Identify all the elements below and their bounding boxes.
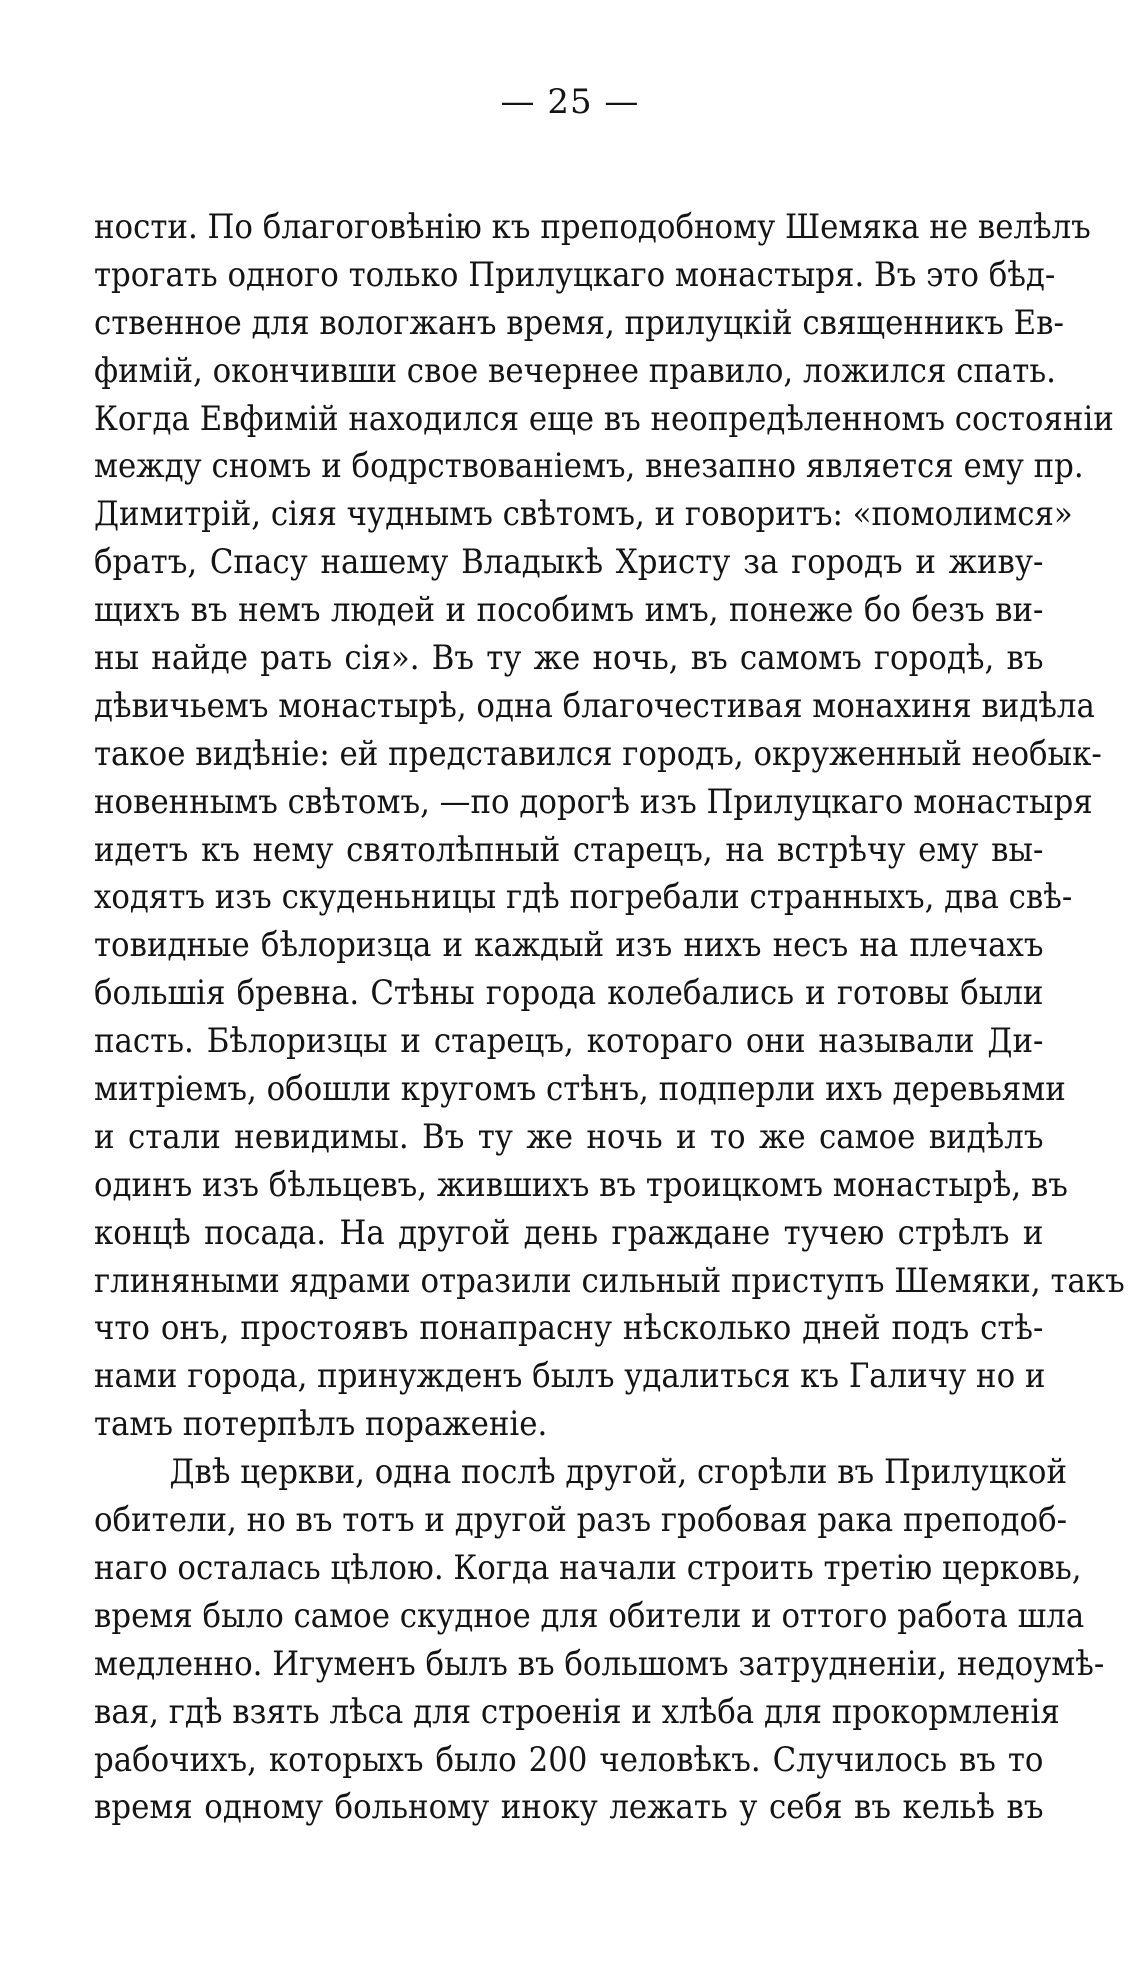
text-line: новеннымъ свѣтомъ, —по дорогѣ изъ Прилуцкаго монастыря [94, 781, 1093, 821]
text-line: наго осталась цѣлою. Когда начали строить третію церковь, [94, 1547, 1082, 1587]
text-line: и стали невидимы. Въ ту же ночь и то же самое видѣлъ [94, 1116, 1044, 1156]
text-line: митріемъ, обошли кругомъ стѣнъ, подперли ихъ деревьями [94, 1069, 1066, 1109]
text-line: нами города, принужденъ былъ удалиться къ Галичу но и [94, 1356, 1046, 1396]
text-line: медленно. Игуменъ былъ въ большомъ затрудненіи, недоумѣ- [94, 1643, 1105, 1683]
text-line: между сномъ и бодрствованіемъ, внезапно является ему пр. [94, 446, 1084, 486]
text-line: пасть. Бѣлоризцы и старецъ, котораго они называли Ди- [94, 1021, 1044, 1061]
text-line: идетъ къ нему святолѣпный старецъ, на встрѣчу ему вы- [94, 829, 1044, 869]
text-line: братъ, Спасу нашему Владыкѣ Христу за городъ и живу- [94, 542, 1044, 582]
text-line: Двѣ церкви, одна послѣ другой, сгорѣли въ Прилуцкой [169, 1452, 1068, 1492]
text-line: такое видѣніе: ей представился городъ, окруженный необык- [94, 733, 1102, 773]
text-line: обители, но въ тотъ и другой разъ гробовая рака преподоб- [94, 1500, 1068, 1540]
text-line: рабочихъ, которыхъ было 200 человѣкъ. Случилось въ то [94, 1739, 1044, 1779]
page-number: — 25 — [500, 82, 640, 122]
paragraph-1 [94, 203, 1125, 1448]
text-line: что онъ, простоявъ понапрасну нѣсколько дней подъ стѣ- [94, 1308, 1044, 1348]
text-line: товидные бѣлоризца и каждый изъ нихъ несъ на плечахъ [94, 925, 1044, 965]
text-line: одинъ изъ бѣльцевъ, жившихъ въ троицкомъ монастырѣ, въ [94, 1164, 1068, 1204]
text-line: трогать одного только Прилуцкаго монастыря. Въ это бѣд- [94, 254, 1056, 294]
text-line: концѣ посада. На другой день граждане тучею стрѣлъ и [94, 1212, 1044, 1252]
text-line: Димитрій, сіяя чуднымъ свѣтомъ, и говоритъ: «помолимся» [94, 494, 1073, 534]
text-line: глиняными ядрами отразили сильный приступъ Шемяки, такъ [94, 1260, 1125, 1300]
body-text [94, 203, 1125, 1831]
text-line: тамъ потерпѣлъ пораженіе. [94, 1404, 548, 1444]
paragraph-2 [94, 1448, 1105, 1831]
text-line: фимій, окончивши свое вечернее правило, ложился спать. [94, 350, 1056, 390]
text-line: дѣвичьемъ монастырѣ, одна благочестивая монахиня видѣла [94, 685, 1095, 725]
text-line: время одному больному иноку лежать у себя въ кельѣ въ [94, 1787, 1044, 1827]
text-line: ности. По благоговѣнію къ преподобному Шемяка не велѣлъ [94, 207, 1091, 246]
text-line: большія бревна. Стѣны города колебались и готовы были [94, 973, 1044, 1013]
text-line: время было самое скудное для обители и оттого работа шла [94, 1595, 1085, 1635]
text-line: ны найде рать сія». Въ ту же ночь, въ самомъ городѣ, въ [94, 638, 1044, 678]
text-line: вая, гдѣ взять лѣса для строенія и хлѣба для прокормленія [94, 1691, 1060, 1731]
text-line: ственное для вологжанъ время, прилуцкій священникъ Ев- [94, 302, 1064, 342]
text-line: ходятъ изъ скуденьницы гдѣ погребали странныхъ, два свѣ- [94, 877, 1073, 917]
text-line: щихъ въ немъ людей и пособимъ имъ, понеже бо безъ ви- [94, 590, 1044, 630]
text-line: Когда Евфимій находился еще въ неопредѣленномъ состояніи [94, 398, 1114, 438]
